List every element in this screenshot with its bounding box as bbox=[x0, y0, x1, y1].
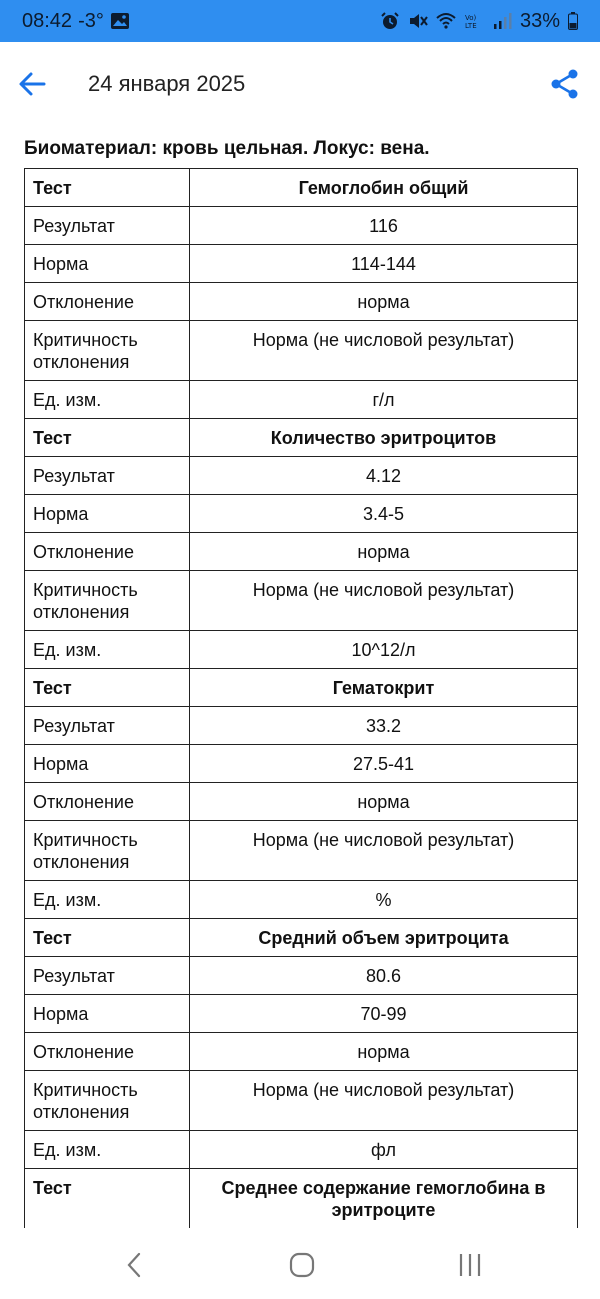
table-row bbox=[25, 1033, 578, 1071]
table-row bbox=[25, 321, 578, 381]
table-row bbox=[25, 245, 578, 283]
table-row bbox=[25, 457, 578, 495]
results-table bbox=[24, 168, 578, 1228]
row-label: Критичность отклонения bbox=[25, 1071, 190, 1131]
table-row bbox=[25, 207, 578, 245]
table-row bbox=[25, 571, 578, 631]
test-name: Гематокрит bbox=[190, 669, 578, 707]
status-bar bbox=[0, 0, 600, 42]
svg-text:Vo): Vo) bbox=[464, 14, 477, 22]
row-value: норма bbox=[190, 783, 578, 821]
row-value: 27.5-41 bbox=[190, 745, 578, 783]
status-time: 08:42 bbox=[22, 9, 73, 32]
row-label: Результат bbox=[25, 707, 190, 745]
table-row bbox=[25, 783, 578, 821]
svg-text:LTE: LTE bbox=[464, 22, 477, 30]
table-row bbox=[25, 1071, 578, 1131]
row-label: Критичность отклонения bbox=[25, 821, 190, 881]
row-value: норма bbox=[190, 283, 578, 321]
mute-icon bbox=[408, 12, 428, 30]
test-header-row bbox=[25, 669, 578, 707]
row-label: Отклонение bbox=[25, 533, 190, 571]
row-label: Ед. изм. bbox=[25, 631, 190, 669]
row-value: Норма (не числовой результат) bbox=[190, 821, 578, 881]
row-value: 114-144 bbox=[190, 245, 578, 283]
test-name: Средний объем эритроцита bbox=[190, 919, 578, 957]
row-value: г/л bbox=[190, 381, 578, 419]
row-label: Ед. изм. bbox=[25, 381, 190, 419]
nav-back-icon[interactable] bbox=[120, 1250, 150, 1280]
row-label: Результат bbox=[25, 957, 190, 995]
table-row bbox=[25, 957, 578, 995]
table-row bbox=[25, 881, 578, 919]
test-header-label: Тест bbox=[25, 169, 190, 207]
row-label: Критичность отклонения bbox=[25, 321, 190, 381]
test-header-row bbox=[25, 419, 578, 457]
wifi-icon bbox=[436, 12, 456, 30]
results-content[interactable] bbox=[0, 128, 600, 1228]
row-value: норма bbox=[190, 533, 578, 571]
table-row bbox=[25, 631, 578, 669]
row-value: % bbox=[190, 881, 578, 919]
share-icon[interactable] bbox=[550, 68, 580, 100]
nav-home-icon[interactable] bbox=[287, 1250, 317, 1280]
row-label: Отклонение bbox=[25, 283, 190, 321]
row-value: 33.2 bbox=[190, 707, 578, 745]
table-row bbox=[25, 745, 578, 783]
row-value: 10^12/л bbox=[190, 631, 578, 669]
row-label: Ед. изм. bbox=[25, 1131, 190, 1169]
row-label: Результат bbox=[25, 207, 190, 245]
table-row bbox=[25, 1131, 578, 1169]
row-value: 70-99 bbox=[190, 995, 578, 1033]
row-label: Норма bbox=[25, 995, 190, 1033]
battery-icon bbox=[568, 12, 578, 30]
row-label: Норма bbox=[25, 745, 190, 783]
table-row bbox=[25, 381, 578, 419]
row-value: 4.12 bbox=[190, 457, 578, 495]
row-value: Норма (не числовой результат) bbox=[190, 571, 578, 631]
table-row bbox=[25, 821, 578, 881]
test-header-label: Тест bbox=[25, 919, 190, 957]
table-row bbox=[25, 533, 578, 571]
alarm-icon bbox=[380, 12, 400, 30]
row-label: Ед. изм. bbox=[25, 881, 190, 919]
gallery-icon bbox=[110, 12, 130, 30]
status-temperature: -3° bbox=[78, 9, 104, 32]
nav-recents-icon[interactable] bbox=[455, 1250, 485, 1280]
test-header-label: Тест bbox=[25, 669, 190, 707]
row-label: Норма bbox=[25, 245, 190, 283]
row-value: 116 bbox=[190, 207, 578, 245]
table-row bbox=[25, 707, 578, 745]
row-label: Результат bbox=[25, 457, 190, 495]
volte-icon bbox=[464, 12, 484, 30]
nav-bar bbox=[0, 1228, 600, 1299]
row-label: Критичность отклонения bbox=[25, 571, 190, 631]
test-header-row bbox=[25, 169, 578, 207]
row-label: Норма bbox=[25, 495, 190, 533]
row-label: Отклонение bbox=[25, 783, 190, 821]
test-header-row bbox=[25, 1169, 578, 1229]
battery-percent: 33% bbox=[519, 9, 560, 32]
table-row bbox=[25, 995, 578, 1033]
test-name: Количество эритроцитов bbox=[190, 419, 578, 457]
arrow-left-icon[interactable] bbox=[16, 68, 48, 100]
table-row bbox=[25, 283, 578, 321]
row-value: норма bbox=[190, 1033, 578, 1071]
row-value: фл bbox=[190, 1131, 578, 1169]
row-value: Норма (не числовой результат) bbox=[190, 1071, 578, 1131]
row-value: Норма (не числовой результат) bbox=[190, 321, 578, 381]
app-bar bbox=[0, 42, 600, 128]
test-header-label: Тест bbox=[25, 419, 190, 457]
page-title: 24 января 2025 bbox=[88, 71, 246, 96]
biomaterial-heading: Биоматериал: кровь цельная. Локус: вена. bbox=[24, 138, 430, 159]
test-name: Гемоглобин общий bbox=[190, 169, 578, 207]
table-row bbox=[25, 495, 578, 533]
row-label: Отклонение bbox=[25, 1033, 190, 1071]
test-name: Среднее содержание гемоглобина в эритроците bbox=[190, 1169, 578, 1229]
row-value: 80.6 bbox=[190, 957, 578, 995]
row-value: 3.4-5 bbox=[190, 495, 578, 533]
signal-icon bbox=[492, 12, 512, 30]
test-header-row bbox=[25, 919, 578, 957]
test-header-label: Тест bbox=[25, 1169, 190, 1229]
